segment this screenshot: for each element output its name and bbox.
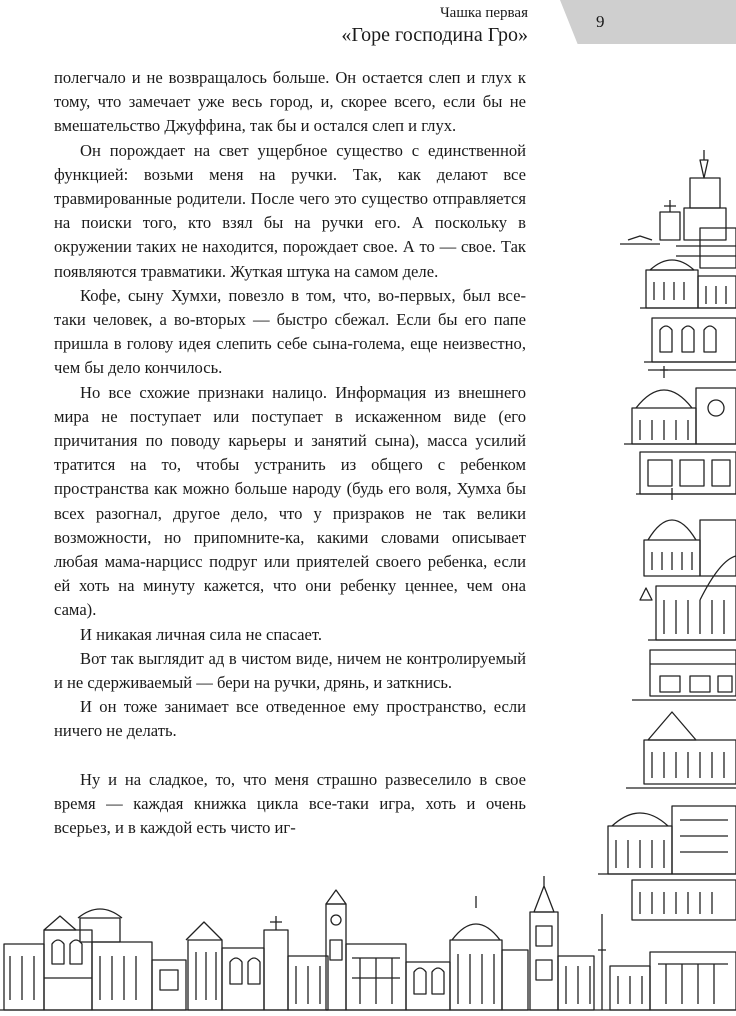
paragraph: Кофе, сыну Хумхи, повезло в том, что, во-первых, был все-таки человек, а во-вторых — быстро сбежал. Если бы его папе пришла в голову идея слепить себе сына-голема, еще неизвестно, чем бы дело кончилось. <box>54 285 526 378</box>
paragraph: Но все схожие признаки налицо. Информация из внешнего мира не поступает или поступает в искаженном виде (его причитания по поводу карьеры и занятий сына), масса усилий тратится на то, чтобы устранить из общего с ребенком пространства как можно больше народу (будь его воля, Хумха бы всех разогнал, другое дело, что у призраков не так велики возможности, но припомните-ка, какими словами описывает любая мама-нарцисс подруг или приятелей своего ребенка, если ей хоть на минуту кажется, что они ребенку ценнее, чем она сама). <box>54 382 526 620</box>
bottom-skyline-drawing <box>0 876 736 1010</box>
paragraph: Вот так выглядит ад в чистом виде, ничем не контролируемый и не сдерживаемый — бери на ручки, дрянь, и заткнись. <box>54 648 526 693</box>
paragraph: полегчало и не возвращалось больше. Он остается слеп и глух к тому, что замечает уже весь город, и, скорее всего, если бы не вмешательство Джуффина, так бы и остался слеп и глух. <box>54 68 526 136</box>
paragraph: И никакая личная сила не спасает. <box>80 624 323 644</box>
paragraph: Ну и на сладкое, то, что меня страшно развеселило в свое время — каждая книжка цикла все-таки игра, хоть и очень всерьез, и в каждой есть чисто иг- <box>54 769 526 838</box>
vertical-tower-drawing <box>598 150 736 920</box>
paragraph: И он тоже занимает все отведенное ему пространство, если ничего не делать. <box>54 697 526 741</box>
chapter-label: Чашка первая <box>439 5 528 21</box>
paragraph: Он порождает на свет ущербное существо с единственной функцией: возьми меня на ручки. Так, как делают все травмированные родители. После чего это существо отправляется на поиски того, кто взял бы на ручки его. А поскольку в окружении таких не находится, порождает свое. А то — свое. Так появляются травматики. Жуткая штука на самом деле. <box>54 140 526 281</box>
chapter-title: «Горе господина Гро» <box>341 24 528 46</box>
page-number: 9 <box>596 12 605 31</box>
